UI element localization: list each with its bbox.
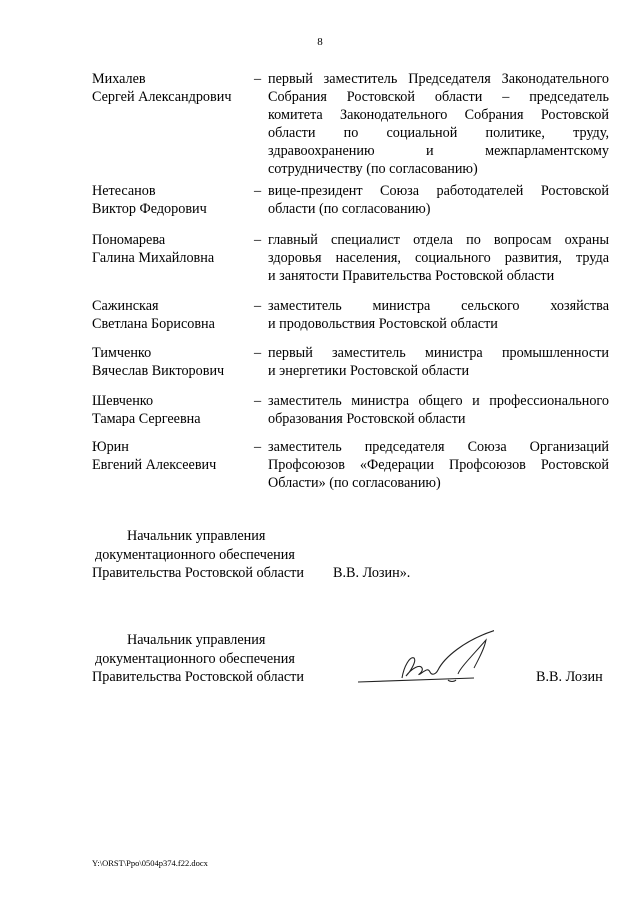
member-position-line: образования Ростовской области	[268, 411, 466, 427]
closing2-title-line2: документационного обеспечения	[95, 651, 295, 667]
member-position	[268, 392, 609, 428]
member-name-line: Галина Михайловна	[92, 250, 215, 266]
member-position-line: вице-президент Союза работодателей Ростовской	[268, 183, 609, 199]
member-name-line: Шевченко	[92, 393, 154, 409]
member-name-line: Вячеслав Викторович	[92, 363, 225, 379]
footer-file-path: Y:\ORST\Ppo\0504p374.f22.docx	[92, 858, 208, 868]
member-position-line: заместитель министра общего и профессионального	[268, 393, 609, 409]
member-name	[92, 182, 252, 218]
closing1-signer-name: В.В. Лозин».	[333, 565, 411, 581]
member-position-line: области по социальной политике, труду,	[268, 125, 609, 141]
member-dash: –	[254, 71, 262, 87]
member-position	[268, 231, 609, 285]
member-name-line: Светлана Борисовна	[92, 316, 215, 332]
member-dash: –	[254, 439, 262, 455]
member-position	[268, 344, 609, 380]
member-position-line: здравоохранению и межпарламентскому	[268, 143, 609, 159]
member-name-line: Тимченко	[92, 345, 152, 361]
member-name-line: Тамара Сергеевна	[92, 411, 201, 427]
member-position	[268, 438, 609, 492]
member-name-line: Евгений Алексеевич	[92, 457, 217, 473]
member-position-line: области (по согласованию)	[268, 201, 431, 217]
member-dash: –	[254, 232, 262, 248]
member-position-line: сотрудничеству (по согласованию)	[268, 161, 478, 177]
member-position	[268, 70, 609, 178]
member-position-line: здоровья населения, социального развития, труда	[268, 250, 609, 266]
page-number: 8	[317, 36, 323, 48]
member-position-line: и продовольствия Ростовской области	[268, 316, 498, 332]
member-name-line: Сажинская	[92, 298, 159, 314]
closing1-title-line2: документационного обеспечения	[95, 547, 295, 563]
member-name	[92, 392, 252, 428]
member-name-line: Михалев	[92, 71, 146, 87]
member-position-line: главный специалист отдела по вопросам охраны	[268, 232, 609, 248]
member-name-line: Нетесанов	[92, 183, 156, 199]
closing2-signer-name: В.В. Лозин	[536, 669, 603, 685]
member-position-line: Области» (по согласованию)	[268, 475, 441, 491]
member-dash: –	[254, 183, 262, 199]
member-position-line: заместитель министра сельского хозяйства	[268, 298, 609, 314]
member-position-line: первый заместитель Председателя Законодательного	[268, 71, 609, 87]
member-position-line: комитета Законодательного Собрания Ростовской	[268, 107, 609, 123]
member-dash: –	[254, 298, 262, 314]
closing1-title-line3: Правительства Ростовской области	[92, 565, 304, 581]
member-position-line: заместитель председателя Союза Организаций	[268, 439, 609, 455]
member-dash: –	[254, 345, 262, 361]
member-name	[92, 231, 252, 267]
member-name-line: Сергей Александрович	[92, 89, 232, 105]
member-name	[92, 70, 252, 106]
member-name-line: Юрин	[92, 439, 129, 455]
member-position	[268, 182, 609, 218]
member-position-line: Профсоюзов «Федерации Профсоюзов Ростовской	[268, 457, 609, 473]
member-name-line: Пономарева	[92, 232, 166, 248]
closing2-title-line1: Начальник управления	[127, 632, 266, 648]
member-position-line: первый заместитель министра промышленности	[268, 345, 609, 361]
member-name-line: Виктор Федорович	[92, 201, 207, 217]
handwritten-signature	[354, 628, 494, 690]
member-name	[92, 344, 252, 380]
member-position	[268, 297, 609, 333]
member-position-line: Собрания Ростовской области – председатель	[268, 89, 609, 105]
member-name	[92, 438, 252, 474]
member-position-line: и занятости Правительства Ростовской области	[268, 268, 555, 284]
member-name	[92, 297, 252, 333]
member-position-line: и энергетики Ростовской области	[268, 363, 470, 379]
closing2-title-line3: Правительства Ростовской области	[92, 669, 304, 685]
closing1-title-line1: Начальник управления	[127, 528, 266, 544]
member-dash: –	[254, 393, 262, 409]
